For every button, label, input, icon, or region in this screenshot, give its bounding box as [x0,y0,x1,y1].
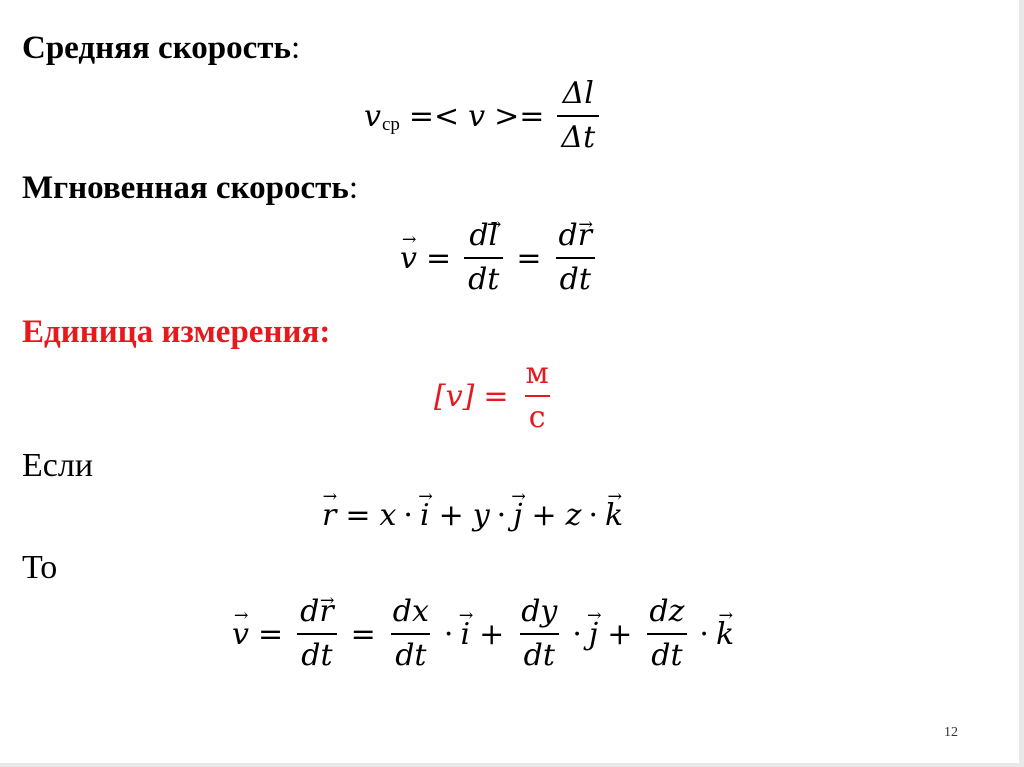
heading-instant-speed: Мгновенная скорость: [22,170,358,206]
fraction-dy-over-dt: $\frac{dy}{dt}$ [521,594,558,673]
fraction-dz-over-dt: $\frac{dz}{dt}$ [645,594,688,674]
vector-l: → l [489,218,499,254]
fraction-dx-over-dt: $\frac{dx}{dt}$ [392,594,429,673]
slide-edge-bottom [0,763,1024,767]
slide-edge-right [1019,0,1024,767]
fraction-dr-over-dt-2: $\frac{d\to r}{dt}$ [296,594,338,674]
equation-velocity-components: → v = $\frac{d\to r}{dt}$ = $\frac{dx}{dt}$ · → i + $\frac{dy}{dt}$ · → j + $\frac{dz}{dt}$ · → k [232,594,734,674]
equation-instant-speed: → v = $\frac{d\to l}{dt}$ = $\frac{d\to r}{dt}$ [400,218,600,298]
fraction-delta-l-over-delta-t: $\frac{\Delta l}{\Delta t}$ [557,76,599,156]
fraction-dr-over-dt: $\frac{d\to r}{dt}$ [555,218,597,298]
equation-average-speed: v ср =< v >= $\frac{\Delta l}{\Delta t}$ [364,76,603,156]
equation-units: [v] = $\frac{м}{с}$ [434,356,557,436]
fraction-dl-over-dt: $\frac{d\to l}{dt}$ [464,218,503,298]
heading-average-speed: Средняя скорость: [22,30,301,66]
heading-units: Единица измерения: [22,314,331,350]
heading-if: Если [22,447,94,484]
heading-then: То [22,549,58,586]
vector-r: → r [578,218,592,254]
equation-radius-vector: → r = x · → i + y · → j + z · → k [322,498,623,533]
page-number: 12 [944,725,958,740]
vector-r: → r [319,594,333,630]
fraction-m-over-s: $\frac{м}{с}$ [525,356,549,435]
dl-text: d→ l [469,218,498,253]
